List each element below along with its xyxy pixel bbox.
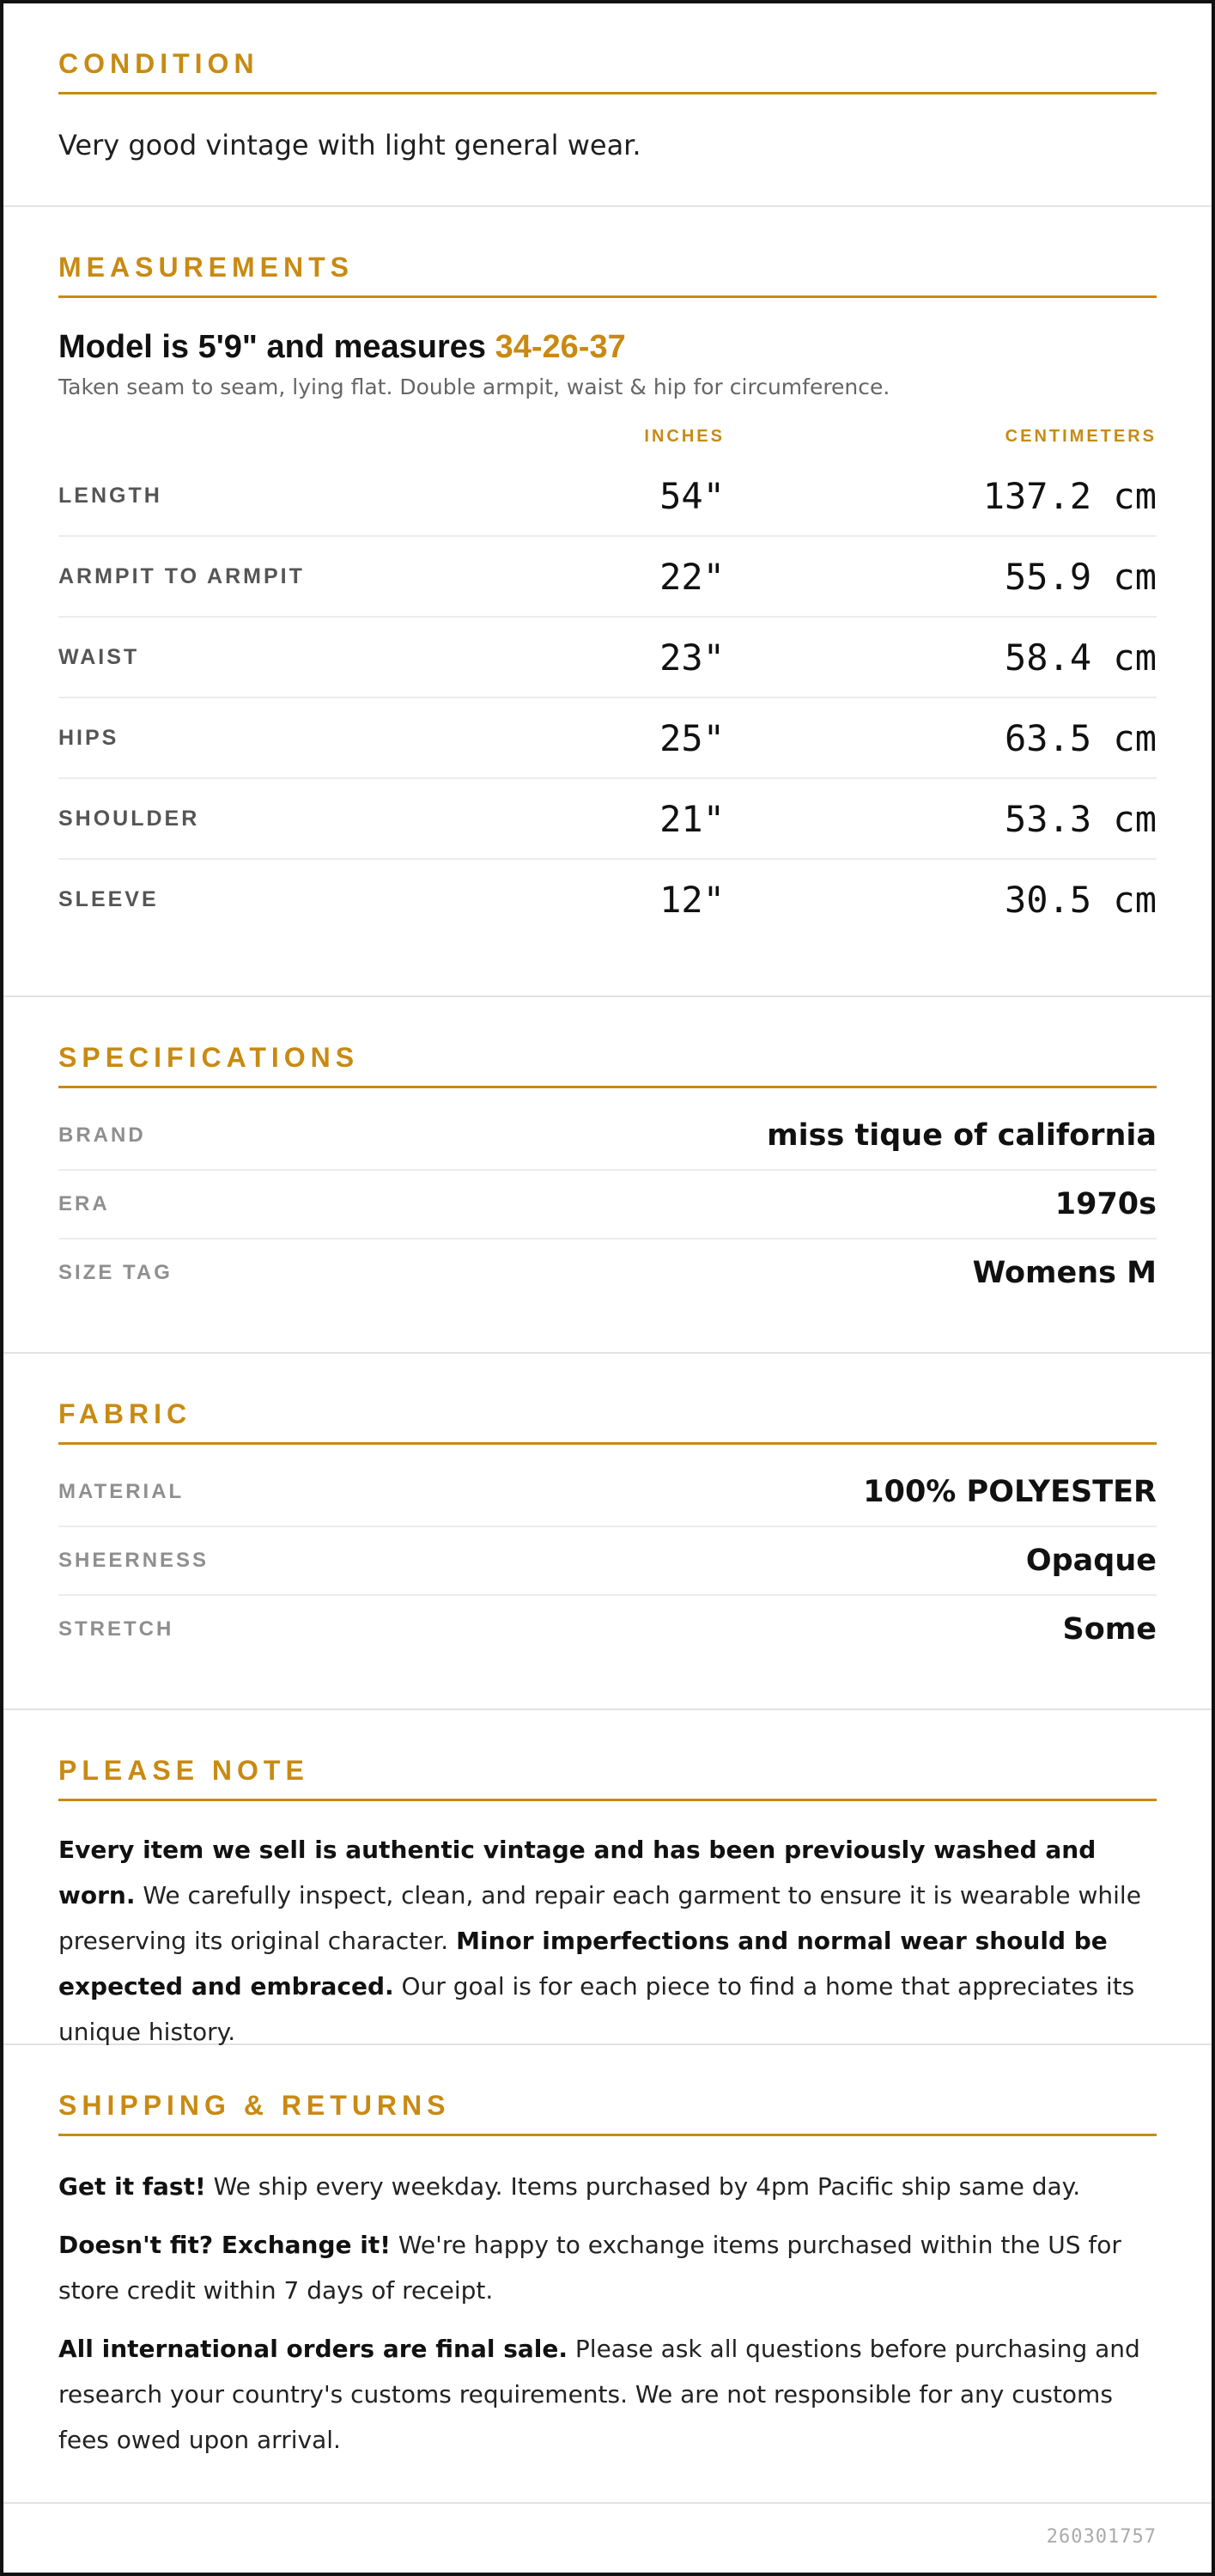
shipping-bold: Get it fast! <box>58 2172 206 2201</box>
spec-row-brand <box>58 1102 1157 1171</box>
please-note-text <box>58 1827 1157 2055</box>
please-note-title: PLEASE NOTE <box>58 1755 1157 1801</box>
measurement-table <box>58 456 1157 939</box>
fabric-label: STRETCH <box>58 1617 174 1641</box>
fabric-label: SHEERNESS <box>58 1549 210 1572</box>
measurement-inches: 22" <box>659 555 725 598</box>
fabric-title: FABRIC <box>58 1398 1157 1445</box>
measurement-inches: 21" <box>659 797 725 840</box>
shipping-bold: All international orders are final sale. <box>58 2335 568 2363</box>
note-bold-2: Minor imperfections and normal wear should be expected and embraced. <box>58 1927 1108 2001</box>
measurement-inches: 12" <box>659 878 725 921</box>
measurement-inches: 54" <box>659 474 725 517</box>
specifications-title: SPECIFICATIONS <box>58 1042 1157 1088</box>
measurement-row-shoulder <box>58 779 1157 860</box>
measurement-label: SLEEVE <box>58 886 159 911</box>
shipping-returns-title: SHIPPING & RETURNS <box>58 2090 1157 2136</box>
measurement-label: HIPS <box>58 725 119 750</box>
specifications-section <box>3 997 1212 1354</box>
spec-value: Womens M <box>972 1256 1157 1290</box>
fabric-row-stretch <box>58 1596 1157 1663</box>
measurement-inches: 25" <box>659 716 725 759</box>
measurement-cm: 58.4 cm <box>1004 636 1157 679</box>
measurement-row-length <box>58 456 1157 537</box>
shipping-text: Please ask all questions before purchasing and research your country's customs requirements. We are not responsible for any customs fees owed upon arrival. <box>58 2335 1140 2454</box>
fabric-row-material <box>58 1459 1157 1527</box>
condition-text: Very good vintage with light general wear. <box>58 129 641 161</box>
measurement-cm: 63.5 cm <box>1004 716 1157 759</box>
fabric-list <box>58 1459 1157 1663</box>
footer <box>3 2504 1212 2573</box>
measurement-label: LENGTH <box>58 483 162 508</box>
measurement-column-headers <box>58 427 1157 453</box>
note-text-2: Our goal is for each piece to find a home that appreciates its unique history. <box>58 1972 1135 2046</box>
shipping-text: We're happy to exchange items purchased within the US for store credit within 7 days of receipt. <box>58 2231 1121 2305</box>
measurement-row-sleeve <box>58 860 1157 939</box>
fabric-row-sheerness <box>58 1527 1157 1596</box>
note-text-1: We carefully inspect, clean, and repair each garment to ensure it is wearable while preserving its original character. <box>58 1881 1141 1955</box>
condition-title: CONDITION <box>58 48 1157 94</box>
measurement-label: WAIST <box>58 644 140 669</box>
measurement-note: Taken seam to seam, lying flat. Double armpit, waist & hip for circumference. <box>58 375 890 399</box>
note-bold-1: Every item we sell is authentic vintage and has been previously washed and worn. <box>58 1836 1097 1909</box>
model-measurements <box>58 329 1157 366</box>
spec-label: ERA <box>58 1192 110 1215</box>
measurement-cm: 30.5 cm <box>1004 878 1157 921</box>
model-measures-value: 34-26-37 <box>495 329 626 365</box>
centimeters-column-header: CENTIMETERS <box>1005 427 1157 446</box>
measurement-inches: 23" <box>659 636 725 679</box>
spec-value: miss tique of california <box>767 1118 1157 1153</box>
measurement-cm: 55.9 cm <box>1004 555 1157 598</box>
shipping-paragraph-fast <box>58 2164 1157 2209</box>
spec-value: 1970s <box>1054 1187 1157 1221</box>
shipping-paragraph-exchange <box>58 2222 1157 2313</box>
spec-row-size-tag <box>58 1239 1157 1306</box>
reference-code: 260301757 <box>1046 2526 1157 2548</box>
shipping-text: We ship every weekday. Items purchased by 4pm Pacific ship same day. <box>205 2172 1081 2201</box>
measurement-cm: 137.2 cm <box>982 474 1157 517</box>
spec-label: SIZE TAG <box>58 1261 173 1284</box>
measurements-title: MEASUREMENTS <box>58 252 1157 298</box>
measurement-label: SHOULDER <box>58 806 200 831</box>
measurement-cm: 53.3 cm <box>1004 797 1157 840</box>
specifications-list <box>58 1102 1157 1306</box>
measurement-row-hips <box>58 698 1157 779</box>
shipping-paragraph-international <box>58 2326 1157 2463</box>
spec-label: BRAND <box>58 1124 146 1147</box>
fabric-value: Opaque <box>1025 1544 1157 1578</box>
spec-row-era <box>58 1171 1157 1239</box>
measurement-row-waist <box>58 618 1157 698</box>
fabric-section <box>3 1354 1212 1710</box>
shipping-returns-section <box>3 2045 1212 2504</box>
fabric-value: Some <box>1062 1612 1157 1647</box>
fabric-label: MATERIAL <box>58 1480 185 1503</box>
inches-column-header: INCHES <box>644 427 725 446</box>
fabric-value: 100% POLYESTER <box>863 1475 1157 1509</box>
model-prefix: Model is 5'9" and measures <box>58 329 495 365</box>
measurements-section <box>3 207 1212 997</box>
shipping-bold: Doesn't fit? Exchange it! <box>58 2231 391 2259</box>
measurement-label: ARMPIT TO ARMPIT <box>58 563 305 588</box>
measurement-row-armpit <box>58 537 1157 618</box>
please-note-section <box>3 1710 1212 2045</box>
condition-section <box>3 3 1212 207</box>
